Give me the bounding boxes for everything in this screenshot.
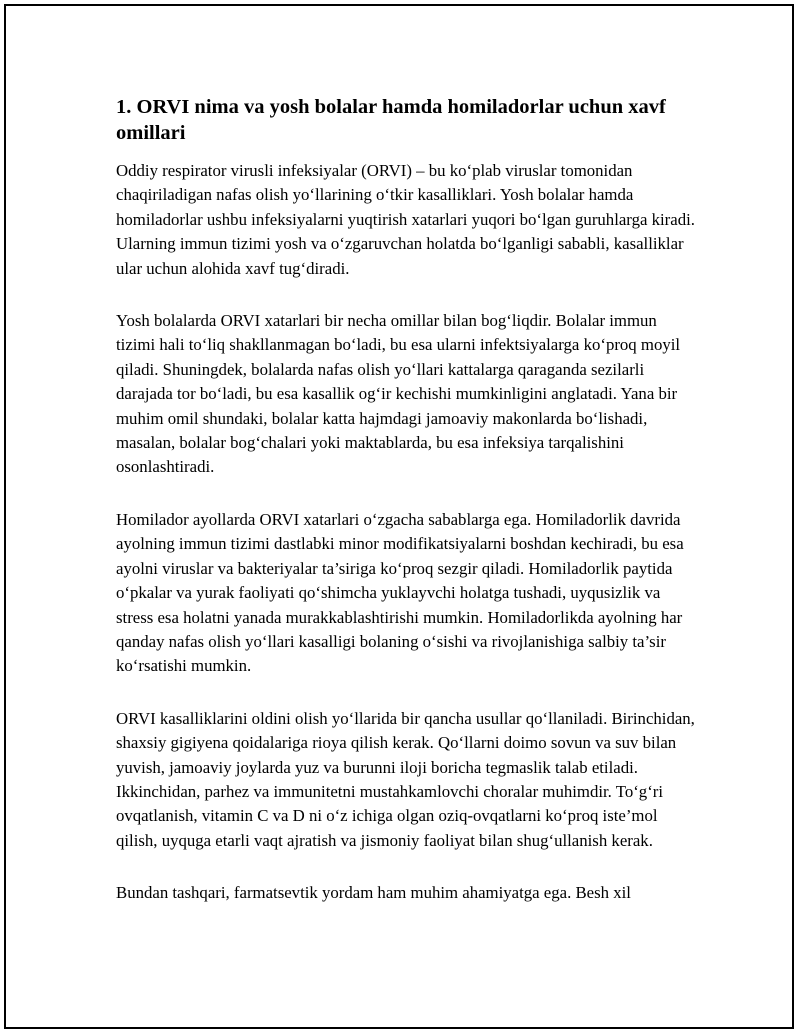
paragraph-pharmaceutical: Bundan tashqari, farmatsevtik yordam ham muhim ahamiyatga ega. Besh xil (116, 883, 631, 903)
paragraph-prevention: ORVI kasalliklarini oldini olish yo‘llarida bir qancha usullar qo‘llaniladi. Birinchidan, shaxsiy gigiyena qoidalariga rioya qilish kerak. Qo‘llarni doimo sovun va suv bilan yuvish, jamoaviy joylarda yuz va burunni iloji boricha tegmaslik talab etiladi. Ikkinchidan, parhez va immunitetni mustahkamlovchi choralar muhimdir. To‘g‘ri ovqatlanish, vitamin C va D ni o‘z ichiga olgan oziq-ovqatlarni ko‘proq iste’mol qilish, uyquga etarli vaqt ajratish va jismoniy faoliyat bilan shug‘ullanish kerak. (116, 708, 695, 850)
paragraph-orvi-definition: Oddiy respirator virusli infeksiyalar (ORVI) – bu ko‘plab viruslar tomonidan chaqiriladigan nafas olish yo‘llarining o‘tkir kasalliklari. Yosh bolalar hamda homiladorlar ushbu infeksiyalarni yuqtirish xatarlari yuqori bo‘lgan guruhlarga kiradi. Ularning immun tizimi yosh va o‘zgaruvchan holatda bo‘lganligi sababli, kasalliklar ular uchun alohida xavf tug‘diradi. (116, 161, 695, 278)
section-heading: 1. ORVI nima va yosh bolalar hamda homiladorlar uchun xavf omillari (116, 96, 666, 144)
document-body (116, 94, 696, 906)
paragraph-children-risks: Yosh bolalarda ORVI xatarlari bir necha omillar bilan bog‘liqdir. Bolalar immun tizimi hali to‘liq shakllanmagan bo‘ladi, bu esa ularni infektsiyalarga ko‘proq moyil qiladi. Shuningdek, bolalarda nafas olish yo‘llari kattalarga qaraganda sezilarli darajada tor bo‘ladi, bu esa kasallik og‘ir kechishi mumkinligini anglatadi. Yana bir muhim omil shundaki, bolalar katta hajmdagi jamoaviy makonlarda bo‘lishadi, masalan, bolalar bog‘chalari yoki maktablarda, bu esa infeksiya tarqalishini osonlashtiradi. (116, 311, 681, 477)
paragraph-pregnancy-risks: Homilador ayollarda ORVI xatarlari o‘zgacha sabablarga ega. Homiladorlik davrida ayolning immun tizimi dastlabki minor modifikatsiyalarni boshdan kechiradi, bu esa ayolni viruslar va bakteriyalar ta’siriga ko‘proq sezgir qiladi. Homiladorlik paytida o‘pkalar va yurak faoliyati qo‘shimcha yuklayvchi holatga tushadi, uyqusizlik va stress esa holatni yanada murakkablashtirishi mumkin. Homiladorlikda ayolning har qanday nafas olish yo‘llari kasalligi bolaning o‘sishi va rivojlanishiga salbiy ta’sir ko‘rsatishi mumkin. (116, 509, 684, 676)
